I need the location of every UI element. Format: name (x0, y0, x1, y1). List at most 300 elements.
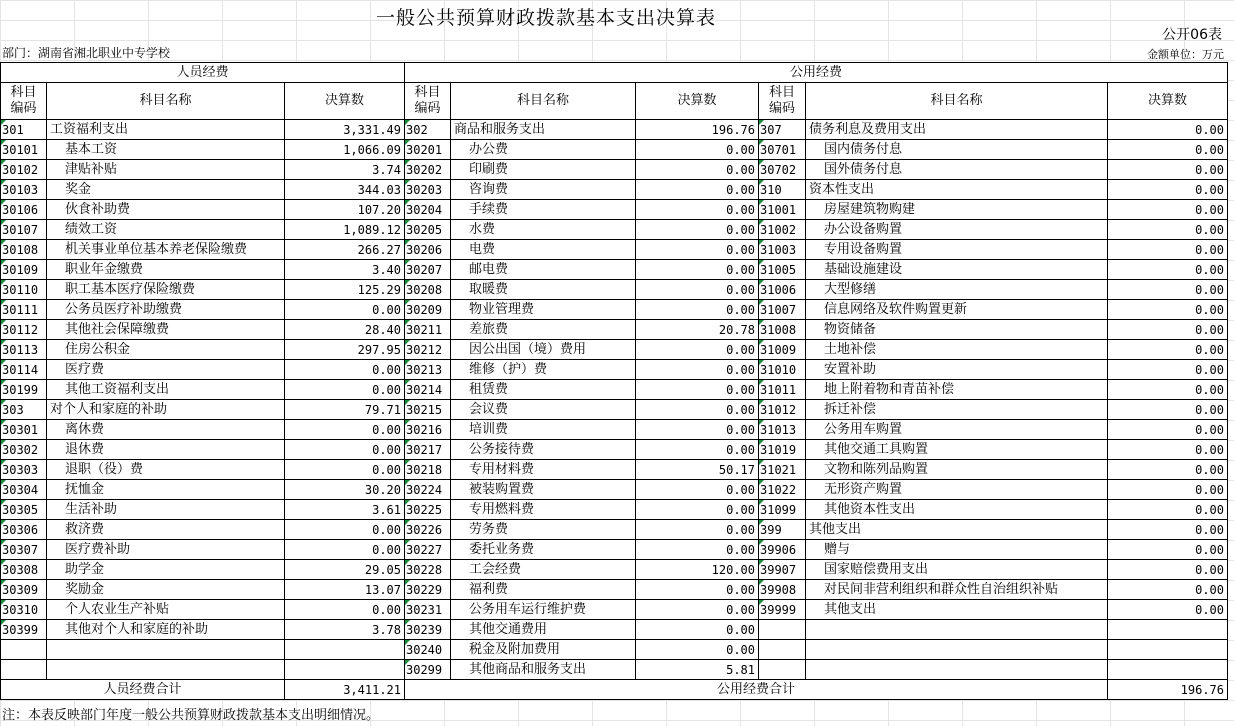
expenditure-table (0, 62, 1228, 700)
personnel-amount-cell: 266.27 (285, 240, 405, 260)
personnel-amount-cell: 28.40 (285, 320, 405, 340)
goods-services-amount-cell: 5.81 (636, 660, 759, 680)
other-public-code-cell: 31008 (759, 320, 806, 340)
other-public-amount-cell: 0.00 (1108, 140, 1228, 160)
goods-services-code-cell: 30214 (405, 380, 451, 400)
goods-services-amount-cell: 0.00 (636, 380, 759, 400)
goods-services-amount-cell: 0.00 (636, 440, 759, 460)
other-public-amount-cell: 0.00 (1108, 580, 1228, 600)
personnel-name-cell: 离休费 (47, 420, 285, 440)
goods-services-name-cell: 培训费 (451, 420, 636, 440)
goods-services-code-cell: 30224 (405, 480, 451, 500)
table-row (1, 300, 1228, 320)
personnel-code-cell: 30113 (1, 340, 47, 360)
table-row (1, 640, 1228, 660)
personnel-amount-cell: 3.61 (285, 500, 405, 520)
table-row (1, 480, 1228, 500)
col-header-code: 科目 编码 (1, 83, 47, 120)
other-public-amount-cell: 0.00 (1108, 220, 1228, 240)
personnel-amount-cell: 13.07 (285, 580, 405, 600)
col-header-name: 科目名称 (451, 83, 636, 120)
personnel-name-cell: 津贴补贴 (47, 160, 285, 180)
other-public-code-cell: 31009 (759, 340, 806, 360)
other-public-code-cell: 31019 (759, 440, 806, 460)
table-row (1, 240, 1228, 260)
goods-services-amount-cell: 0.00 (636, 360, 759, 380)
goods-services-code-cell: 30228 (405, 560, 451, 580)
goods-services-name-cell: 公务接待费 (451, 440, 636, 460)
personnel-name-cell: 工资福利支出 (47, 120, 285, 140)
goods-services-name-cell: 劳务费 (451, 520, 636, 540)
table-row (1, 180, 1228, 200)
personnel-name-cell: 退休费 (47, 440, 285, 460)
goods-services-code-cell: 30205 (405, 220, 451, 240)
goods-services-code-cell: 30209 (405, 300, 451, 320)
goods-services-name-cell: 委托业务费 (451, 540, 636, 560)
personnel-amount-cell: 1,089.12 (285, 220, 405, 240)
goods-services-code-cell: 30218 (405, 460, 451, 480)
personnel-amount-cell: 30.20 (285, 480, 405, 500)
table-row (1, 660, 1228, 680)
other-public-name-cell: 无形资产购置 (806, 480, 1108, 500)
goods-services-name-cell: 水费 (451, 220, 636, 240)
goods-services-amount-cell: 0.00 (636, 260, 759, 280)
goods-services-amount-cell: 0.00 (636, 300, 759, 320)
personnel-name-cell: 抚恤金 (47, 480, 285, 500)
personnel-name-cell (47, 660, 285, 680)
personnel-code-cell: 30114 (1, 360, 47, 380)
personnel-amount-cell: 79.71 (285, 400, 405, 420)
table-row (1, 420, 1228, 440)
col-header-code: 科目 编码 (759, 83, 806, 120)
table-row (1, 160, 1228, 180)
other-public-name-cell: 基础设施建设 (806, 260, 1108, 280)
other-public-name-cell: 安置补助 (806, 360, 1108, 380)
other-public-amount-cell: 0.00 (1108, 500, 1228, 520)
personnel-amount-cell: 0.00 (285, 420, 405, 440)
personnel-code-cell: 30109 (1, 260, 47, 280)
goods-services-code-cell: 30202 (405, 160, 451, 180)
col-header-code: 科目 编码 (405, 83, 451, 120)
other-public-amount-cell (1108, 620, 1228, 640)
goods-services-code-cell: 30226 (405, 520, 451, 540)
other-public-name-cell: 物资储备 (806, 320, 1108, 340)
other-public-code-cell: 30702 (759, 160, 806, 180)
table-row (1, 260, 1228, 280)
goods-services-amount-cell: 20.78 (636, 320, 759, 340)
personnel-name-cell: 机关事业单位基本养老保险缴费 (47, 240, 285, 260)
other-public-name-cell: 国外债务付息 (806, 160, 1108, 180)
personnel-code-cell: 30399 (1, 620, 47, 640)
goods-services-name-cell: 印刷费 (451, 160, 636, 180)
personnel-code-cell: 30303 (1, 460, 47, 480)
table-row (1, 220, 1228, 240)
table-row (1, 460, 1228, 480)
goods-services-amount-cell: 0.00 (636, 340, 759, 360)
goods-services-amount-cell: 0.00 (636, 200, 759, 220)
personnel-name-cell: 助学金 (47, 560, 285, 580)
personnel-amount-cell: 0.00 (285, 300, 405, 320)
other-public-name-cell: 拆迁补偿 (806, 400, 1108, 420)
other-public-name-cell: 其他支出 (806, 520, 1108, 540)
goods-services-code-cell: 302 (405, 120, 451, 140)
personnel-name-cell: 对个人和家庭的补助 (47, 400, 285, 420)
other-public-amount-cell: 0.00 (1108, 200, 1228, 220)
other-public-name-cell (806, 640, 1108, 660)
other-public-name-cell: 大型修缮 (806, 280, 1108, 300)
goods-services-code-cell: 30211 (405, 320, 451, 340)
table-row (1, 120, 1228, 140)
public-total-value: 196.76 (1108, 680, 1228, 700)
other-public-name-cell: 房屋建筑物购建 (806, 200, 1108, 220)
other-public-code-cell: 39907 (759, 560, 806, 580)
table-row (1, 520, 1228, 540)
public-total-label: 公用经费合计 (405, 680, 1108, 700)
goods-services-amount-cell: 0.00 (636, 160, 759, 180)
other-public-amount-cell: 0.00 (1108, 240, 1228, 260)
other-public-name-cell: 对民间非营利组织和群众性自治组织补贴 (806, 580, 1108, 600)
goods-services-name-cell: 会议费 (451, 400, 636, 420)
personnel-name-cell: 其他对个人和家庭的补助 (47, 620, 285, 640)
other-public-amount-cell: 0.00 (1108, 320, 1228, 340)
table-row (1, 140, 1228, 160)
table-row (1, 360, 1228, 380)
personnel-name-cell: 医疗费 (47, 360, 285, 380)
personnel-name-cell: 奖励金 (47, 580, 285, 600)
other-public-code-cell: 31013 (759, 420, 806, 440)
personnel-name-cell: 个人农业生产补贴 (47, 600, 285, 620)
table-row (1, 440, 1228, 460)
other-public-name-cell: 赠与 (806, 540, 1108, 560)
goods-services-code-cell: 30204 (405, 200, 451, 220)
personnel-code-cell: 30305 (1, 500, 47, 520)
group-header-public: 公用经费 (405, 63, 1228, 83)
page-title: 一般公共预算财政拨款基本支出决算表 (375, 7, 716, 29)
col-header-amount: 决算数 (285, 83, 405, 120)
goods-services-name-cell: 公务用车运行维护费 (451, 600, 636, 620)
goods-services-name-cell: 取暖费 (451, 280, 636, 300)
personnel-name-cell: 住房公积金 (47, 340, 285, 360)
goods-services-name-cell: 税金及附加费用 (451, 640, 636, 660)
personnel-code-cell: 30106 (1, 200, 47, 220)
col-header-name: 科目名称 (47, 83, 285, 120)
personnel-amount-cell: 297.95 (285, 340, 405, 360)
goods-services-name-cell: 咨询费 (451, 180, 636, 200)
personnel-amount-cell: 0.00 (285, 360, 405, 380)
other-public-code-cell: 31012 (759, 400, 806, 420)
personnel-name-cell: 生活补助 (47, 500, 285, 520)
goods-services-name-cell: 商品和服务支出 (451, 120, 636, 140)
other-public-code-cell: 31022 (759, 480, 806, 500)
table-row (1, 320, 1228, 340)
other-public-name-cell: 文物和陈列品购置 (806, 460, 1108, 480)
goods-services-name-cell: 工会经费 (451, 560, 636, 580)
goods-services-name-cell: 维修（护）费 (451, 360, 636, 380)
other-public-code-cell: 31011 (759, 380, 806, 400)
personnel-amount-cell (285, 640, 405, 660)
personnel-code-cell: 30302 (1, 440, 47, 460)
personnel-code-cell: 30199 (1, 380, 47, 400)
other-public-code-cell: 30701 (759, 140, 806, 160)
other-public-code-cell (759, 660, 806, 680)
table-row (1, 400, 1228, 420)
personnel-name-cell (47, 640, 285, 660)
goods-services-code-cell: 30229 (405, 580, 451, 600)
personnel-code-cell: 30309 (1, 580, 47, 600)
table-row (1, 600, 1228, 620)
table-row (1, 340, 1228, 360)
other-public-amount-cell: 0.00 (1108, 300, 1228, 320)
goods-services-amount-cell: 50.17 (636, 460, 759, 480)
other-public-code-cell: 31003 (759, 240, 806, 260)
personnel-code-cell: 30108 (1, 240, 47, 260)
goods-services-amount-cell: 0.00 (636, 480, 759, 500)
goods-services-amount-cell: 0.00 (636, 600, 759, 620)
personnel-amount-cell: 0.00 (285, 440, 405, 460)
goods-services-amount-cell: 0.00 (636, 520, 759, 540)
other-public-name-cell: 其他交通工具购置 (806, 440, 1108, 460)
other-public-name-cell: 办公设备购置 (806, 220, 1108, 240)
personnel-amount-cell: 3.78 (285, 620, 405, 640)
other-public-name-cell: 资本性支出 (806, 180, 1108, 200)
other-public-code-cell: 39999 (759, 600, 806, 620)
goods-services-name-cell: 专用燃料费 (451, 500, 636, 520)
goods-services-amount-cell: 0.00 (636, 180, 759, 200)
goods-services-amount-cell: 120.00 (636, 560, 759, 580)
personnel-name-cell: 奖金 (47, 180, 285, 200)
unit-label: 金额单位：万元 (1147, 48, 1224, 61)
other-public-name-cell: 地上附着物和青苗补偿 (806, 380, 1108, 400)
goods-services-name-cell: 租赁费 (451, 380, 636, 400)
other-public-name-cell: 其他资本性支出 (806, 500, 1108, 520)
other-public-amount-cell: 0.00 (1108, 480, 1228, 500)
personnel-name-cell: 职业年金缴费 (47, 260, 285, 280)
goods-services-code-cell: 30240 (405, 640, 451, 660)
col-header-name: 科目名称 (806, 83, 1108, 120)
goods-services-amount-cell: 0.00 (636, 620, 759, 640)
other-public-code-cell: 31005 (759, 260, 806, 280)
personnel-amount-cell: 107.20 (285, 200, 405, 220)
other-public-amount-cell: 0.00 (1108, 460, 1228, 480)
personnel-name-cell: 医疗费补助 (47, 540, 285, 560)
goods-services-amount-cell: 196.76 (636, 120, 759, 140)
personnel-name-cell: 退职（役）费 (47, 460, 285, 480)
personnel-name-cell: 其他社会保障缴费 (47, 320, 285, 340)
personnel-code-cell: 30310 (1, 600, 47, 620)
goods-services-name-cell: 手续费 (451, 200, 636, 220)
other-public-amount-cell: 0.00 (1108, 380, 1228, 400)
other-public-amount-cell: 0.00 (1108, 400, 1228, 420)
goods-services-amount-cell: 0.00 (636, 580, 759, 600)
personnel-name-cell: 基本工资 (47, 140, 285, 160)
other-public-amount-cell: 0.00 (1108, 560, 1228, 580)
personnel-amount-cell: 344.03 (285, 180, 405, 200)
other-public-amount-cell: 0.00 (1108, 280, 1228, 300)
table-row (1, 620, 1228, 640)
table-row (1, 280, 1228, 300)
personnel-amount-cell: 0.00 (285, 520, 405, 540)
goods-services-code-cell: 30206 (405, 240, 451, 260)
other-public-code-cell: 310 (759, 180, 806, 200)
personnel-amount-cell: 3.40 (285, 260, 405, 280)
personnel-amount-cell: 0.00 (285, 540, 405, 560)
goods-services-name-cell: 其他商品和服务支出 (451, 660, 636, 680)
table-row (1, 500, 1228, 520)
goods-services-amount-cell: 0.00 (636, 420, 759, 440)
goods-services-name-cell: 福利费 (451, 580, 636, 600)
goods-services-code-cell: 30212 (405, 340, 451, 360)
personnel-code-cell: 30306 (1, 520, 47, 540)
goods-services-name-cell: 被装购置费 (451, 480, 636, 500)
other-public-amount-cell: 0.00 (1108, 540, 1228, 560)
other-public-name-cell: 公务用车购置 (806, 420, 1108, 440)
goods-services-amount-cell: 0.00 (636, 280, 759, 300)
personnel-code-cell: 30102 (1, 160, 47, 180)
personnel-amount-cell: 3,331.49 (285, 120, 405, 140)
department-label: 部门：湖南省湘北职业中专学校 (2, 46, 171, 60)
other-public-code-cell: 31002 (759, 220, 806, 240)
other-public-amount-cell (1108, 640, 1228, 660)
goods-services-name-cell: 专用材料费 (451, 460, 636, 480)
personnel-name-cell: 救济费 (47, 520, 285, 540)
goods-services-code-cell: 30231 (405, 600, 451, 620)
other-public-code-cell: 31099 (759, 500, 806, 520)
other-public-name-cell: 土地补偿 (806, 340, 1108, 360)
personnel-amount-cell: 29.05 (285, 560, 405, 580)
personnel-amount-cell: 3.74 (285, 160, 405, 180)
goods-services-name-cell: 办公费 (451, 140, 636, 160)
goods-services-amount-cell: 0.00 (636, 240, 759, 260)
goods-services-code-cell: 30208 (405, 280, 451, 300)
table-row (1, 380, 1228, 400)
personnel-code-cell: 30112 (1, 320, 47, 340)
personnel-amount-cell: 0.00 (285, 460, 405, 480)
personnel-code-cell: 30101 (1, 140, 47, 160)
other-public-amount-cell: 0.00 (1108, 520, 1228, 540)
goods-services-name-cell: 邮电费 (451, 260, 636, 280)
goods-services-code-cell: 30227 (405, 540, 451, 560)
goods-services-name-cell: 差旅费 (451, 320, 636, 340)
other-public-code-cell: 31001 (759, 200, 806, 220)
personnel-code-cell: 30308 (1, 560, 47, 580)
personnel-amount-cell: 1,066.09 (285, 140, 405, 160)
other-public-amount-cell: 0.00 (1108, 340, 1228, 360)
personnel-total-value: 3,411.21 (285, 680, 405, 700)
personnel-amount-cell: 125.29 (285, 280, 405, 300)
personnel-amount-cell: 0.00 (285, 600, 405, 620)
personnel-name-cell: 绩效工资 (47, 220, 285, 240)
personnel-code-cell: 30107 (1, 220, 47, 240)
personnel-code-cell: 30103 (1, 180, 47, 200)
other-public-name-cell: 专用设备购置 (806, 240, 1108, 260)
other-public-amount-cell: 0.00 (1108, 160, 1228, 180)
goods-services-amount-cell: 0.00 (636, 640, 759, 660)
goods-services-code-cell: 30225 (405, 500, 451, 520)
other-public-amount-cell: 0.00 (1108, 180, 1228, 200)
personnel-code-cell (1, 640, 47, 660)
other-public-amount-cell: 0.00 (1108, 420, 1228, 440)
other-public-name-cell: 其他支出 (806, 600, 1108, 620)
goods-services-name-cell: 电费 (451, 240, 636, 260)
other-public-code-cell (759, 620, 806, 640)
goods-services-code-cell: 30203 (405, 180, 451, 200)
goods-services-amount-cell: 0.00 (636, 540, 759, 560)
personnel-code-cell: 30301 (1, 420, 47, 440)
personnel-name-cell: 公务员医疗补助缴费 (47, 300, 285, 320)
personnel-amount-cell (285, 660, 405, 680)
personnel-name-cell: 伙食补助费 (47, 200, 285, 220)
other-public-code-cell: 399 (759, 520, 806, 540)
other-public-code-cell: 39908 (759, 580, 806, 600)
personnel-code-cell: 30111 (1, 300, 47, 320)
other-public-name-cell: 债务利息及费用支出 (806, 120, 1108, 140)
other-public-amount-cell: 0.00 (1108, 440, 1228, 460)
other-public-code-cell: 31021 (759, 460, 806, 480)
table-row (1, 200, 1228, 220)
personnel-amount-cell: 0.00 (285, 380, 405, 400)
personnel-code-cell: 30304 (1, 480, 47, 500)
goods-services-code-cell: 30299 (405, 660, 451, 680)
goods-services-amount-cell: 0.00 (636, 500, 759, 520)
goods-services-amount-cell: 0.00 (636, 400, 759, 420)
table-row (1, 580, 1228, 600)
goods-services-code-cell: 30213 (405, 360, 451, 380)
other-public-code-cell: 31010 (759, 360, 806, 380)
other-public-code-cell: 31007 (759, 300, 806, 320)
personnel-name-cell: 其他工资福利支出 (47, 380, 285, 400)
col-header-amount: 决算数 (636, 83, 759, 120)
other-public-name-cell: 国内债务付息 (806, 140, 1108, 160)
other-public-amount-cell: 0.00 (1108, 600, 1228, 620)
other-public-name-cell (806, 620, 1108, 640)
other-public-code-cell: 307 (759, 120, 806, 140)
goods-services-code-cell: 30201 (405, 140, 451, 160)
goods-services-code-cell: 30216 (405, 420, 451, 440)
goods-services-code-cell: 30215 (405, 400, 451, 420)
other-public-name-cell: 信息网络及软件购置更新 (806, 300, 1108, 320)
personnel-code-cell: 30110 (1, 280, 47, 300)
table-row (1, 560, 1228, 580)
goods-services-name-cell: 其他交通费用 (451, 620, 636, 640)
goods-services-name-cell: 物业管理费 (451, 300, 636, 320)
footnote: 注：本表反映部门年度一般公共预算财政拨款基本支出明细情况。 (2, 708, 380, 723)
goods-services-amount-cell: 0.00 (636, 140, 759, 160)
other-public-code-cell: 31006 (759, 280, 806, 300)
group-header-personnel: 人员经费 (1, 63, 405, 83)
personnel-code-cell (1, 660, 47, 680)
goods-services-code-cell: 30239 (405, 620, 451, 640)
col-header-amount: 决算数 (1108, 83, 1228, 120)
other-public-amount-cell (1108, 660, 1228, 680)
goods-services-code-cell: 30207 (405, 260, 451, 280)
personnel-code-cell: 301 (1, 120, 47, 140)
form-number: 公开06表 (1162, 27, 1222, 43)
other-public-amount-cell: 0.00 (1108, 360, 1228, 380)
goods-services-code-cell: 30217 (405, 440, 451, 460)
other-public-amount-cell: 0.00 (1108, 260, 1228, 280)
personnel-code-cell: 30307 (1, 540, 47, 560)
other-public-name-cell: 国家赔偿费用支出 (806, 560, 1108, 580)
personnel-total-label: 人员经费合计 (1, 680, 285, 700)
goods-services-name-cell: 因公出国（境）费用 (451, 340, 636, 360)
other-public-amount-cell: 0.00 (1108, 120, 1228, 140)
goods-services-amount-cell: 0.00 (636, 220, 759, 240)
other-public-code-cell (759, 640, 806, 660)
other-public-name-cell (806, 660, 1108, 680)
table-row (1, 540, 1228, 560)
other-public-code-cell: 39906 (759, 540, 806, 560)
personnel-name-cell: 职工基本医疗保险缴费 (47, 280, 285, 300)
